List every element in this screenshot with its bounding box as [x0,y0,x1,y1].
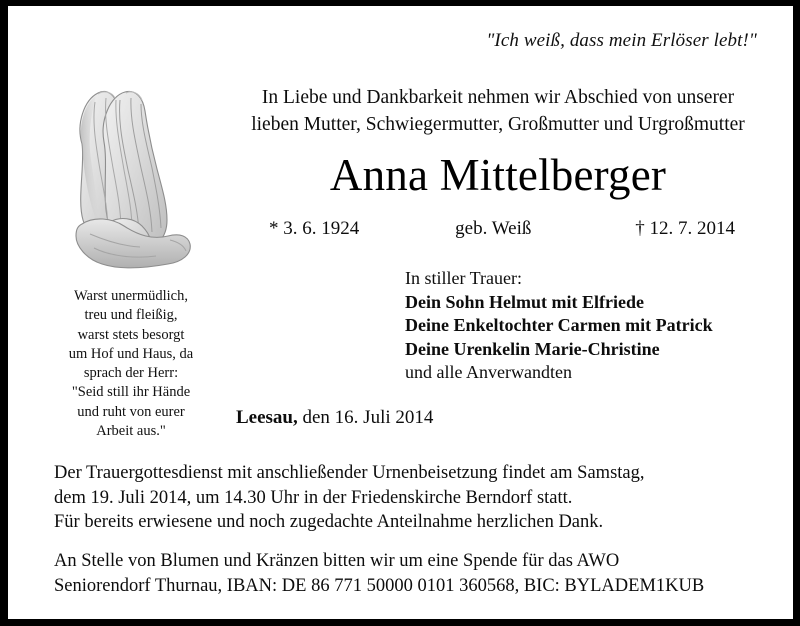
death-date: † 12. 7. 2014 [635,218,735,239]
poem-line: sprach der Herr: [83,365,179,382]
poem-line: "Seid still ihr Hände [71,384,191,401]
mourners-block [405,267,713,385]
donation-line: An Stelle von Blumen und Kränzen bitten wir um eine Spende für das AWO [54,551,620,571]
notice-date: den 16. Juli 2014 [302,407,434,428]
poem-line: Arbeit aus." [96,423,166,440]
deceased-name: Anna Mittelberger [329,150,667,200]
mourners-closing: und alle Anverwandten [405,362,572,382]
service-line: Der Trauergottesdienst mit anschließender Urnenbeisetzung findet am Samstag, [54,463,645,483]
mourner-line: Dein Sohn Helmut mit Elfriede [405,291,644,312]
mourners-heading: In stiller Trauer: [405,268,522,288]
intro-text [213,84,783,138]
poem-line: und ruht von eurer [77,403,185,420]
mourner-line: Deine Enkeltochter Carmen mit Patrick [405,315,713,335]
intro-line-2: lieben Mutter, Schwiegermutter, Großmutter und Urgroßmutter [251,114,745,135]
poem-line: warst stets besorgt [77,326,185,343]
service-details [54,461,764,535]
poem-line: treu und fleißig, [84,307,178,324]
header-quote: "Ich weiß, dass mein Erlöser lebt!" [486,30,757,51]
place-name: Leesau, [236,407,298,428]
notice-paper [8,6,793,619]
donation-details [54,549,774,598]
donation-bank-line: Seniorendorf Thurnau, IBAN: DE 86 771 50000 0101 360568, BIC: BYLADEM1KUB [54,575,705,596]
intro-line-1: In Liebe und Dankbarkeit nehmen wir Abschied von unserer [261,87,735,108]
mourner-line: Deine Urenkelin Marie-Christine [405,338,660,359]
poem-line: Warst unermüdlich, [74,288,188,304]
poem-line: um Hof und Haus, da [68,345,194,362]
memorial-poem [36,287,226,441]
service-line: dem 19. Juli 2014, um 14.30 Uhr in der Friedenskirche Berndorf statt. [54,487,573,508]
place-and-date [236,407,433,429]
birth-date: * 3. 6. 1924 [269,218,360,239]
praying-hands-icon [42,84,197,274]
life-dates [213,218,783,240]
service-line: Für bereits erwiesene und noch zugedachte Anteilnahme herzlichen Dank. [54,512,604,532]
maiden-name: geb. Weiß [455,218,532,239]
